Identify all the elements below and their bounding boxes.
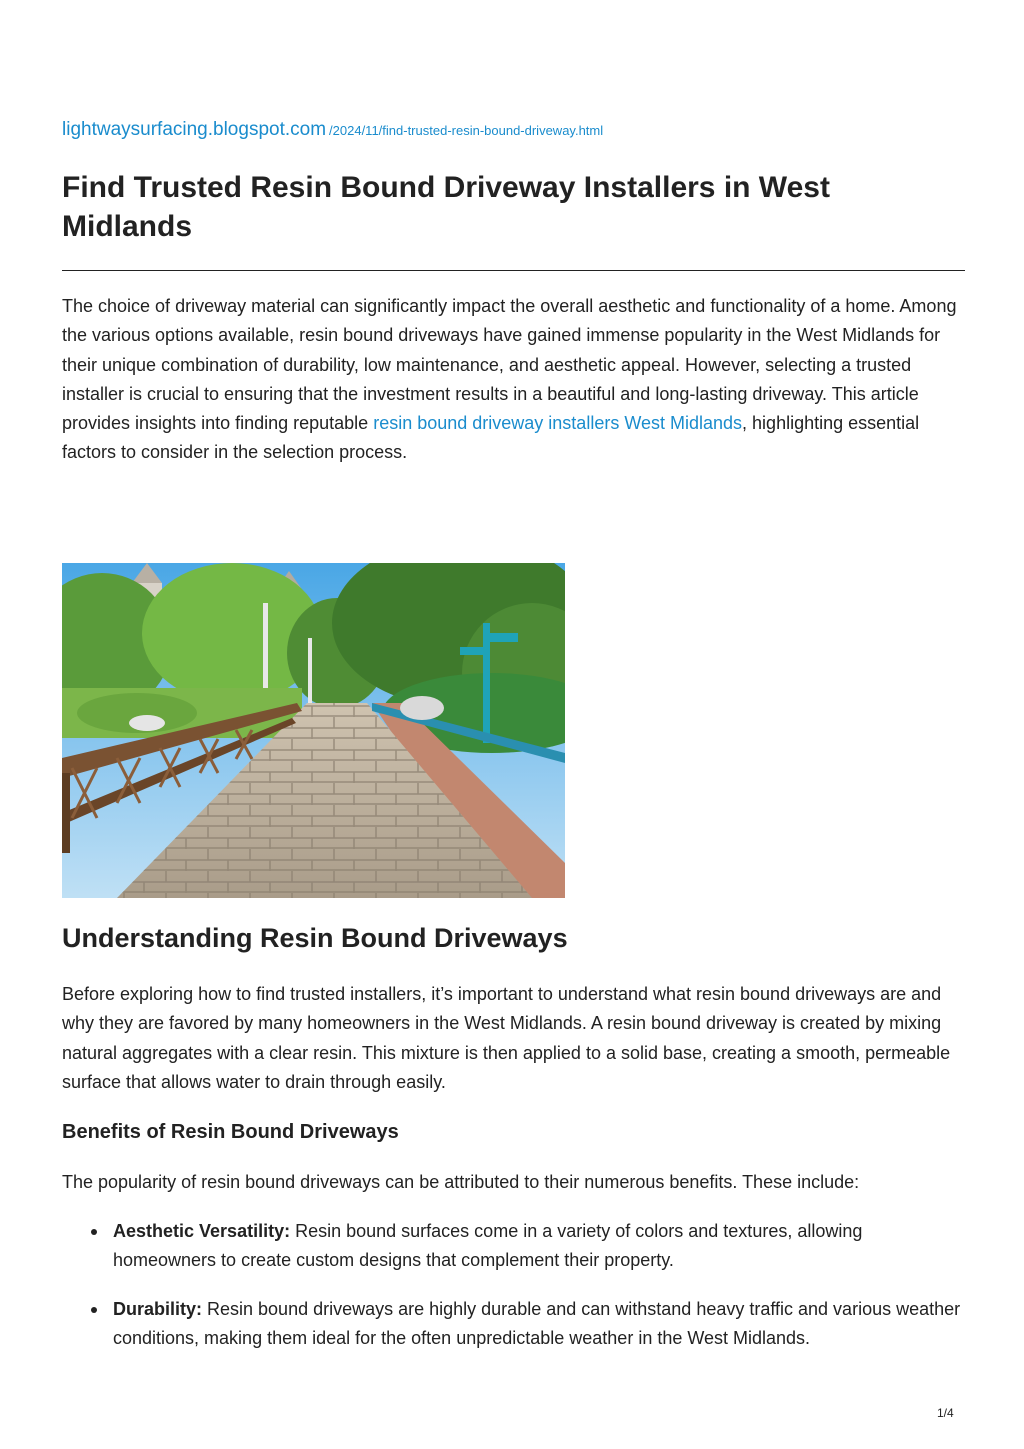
page-number: 1/4 xyxy=(937,1406,954,1420)
bullet-icon xyxy=(91,1229,97,1235)
source-url[interactable] xyxy=(62,119,603,141)
benefit-label: Durability: xyxy=(113,1298,203,1319)
bullet-icon xyxy=(91,1307,97,1313)
paved-pathway-photo xyxy=(62,563,565,898)
source-path-link[interactable]: /2024/11/find-trusted-resin-bound-driveway.html xyxy=(329,123,604,138)
installers-link[interactable]: resin bound driveway installers West Midlands xyxy=(373,413,743,434)
source-domain-link[interactable]: lightwaysurfacing.blogspot.com xyxy=(62,119,327,140)
section-heading: Understanding Resin Bound Driveways xyxy=(62,923,568,953)
park-path-illustration xyxy=(62,563,565,898)
page-title: Find Trusted Resin Bound Driveway Installers in West Midlands xyxy=(62,171,830,243)
benefits-heading: Benefits of Resin Bound Driveways xyxy=(62,1121,399,1143)
benefit-text: Resin bound driveways are highly durable and can withstand heavy traffic and various weather conditions, making them ideal for the often unpredictable weather in the West Midlands. xyxy=(113,1298,961,1348)
benefits-intro: The popularity of resin bound driveways can be attributed to their numerous benefits. These include: xyxy=(62,1172,860,1192)
intro-paragraph xyxy=(62,292,965,468)
section-paragraph: Before exploring how to find trusted installers, it’s important to understand what resin bound driveways are and why they are favored by many homeowners in the West Midlands. A resin bound driveway is created by mixing natural aggregates with a clear resin. This mixture is then applied to a solid base, creating a smooth, permeable surface that allows water to drain through easily. xyxy=(62,984,951,1092)
benefits-list xyxy=(62,1217,965,1372)
benefit-label: Aesthetic Versatility: xyxy=(113,1221,291,1241)
intro-text-before: The choice of driveway material can significantly impact the overall aesthetic and functionality of a home. Among the various options available, resin bound driveways have gained immense popularity in the West Midlands for their unique combination of durability, low maintenance, and aesthetic appeal. However, selecting a trusted installer is crucial to ensuring that the investment results in a beautiful and long-lasting driveway. This article provides insights into finding reputable xyxy=(62,296,957,434)
benefit-text: Resin bound surfaces come in a variety of colors and textures, allowing homeowners to create custom designs that complement their property. xyxy=(113,1221,863,1271)
title-divider xyxy=(62,270,965,271)
list-item xyxy=(62,1217,965,1276)
list-item xyxy=(62,1295,965,1354)
intro-text-after: , highlighting essential factors to consider in the selection process. xyxy=(62,413,920,463)
